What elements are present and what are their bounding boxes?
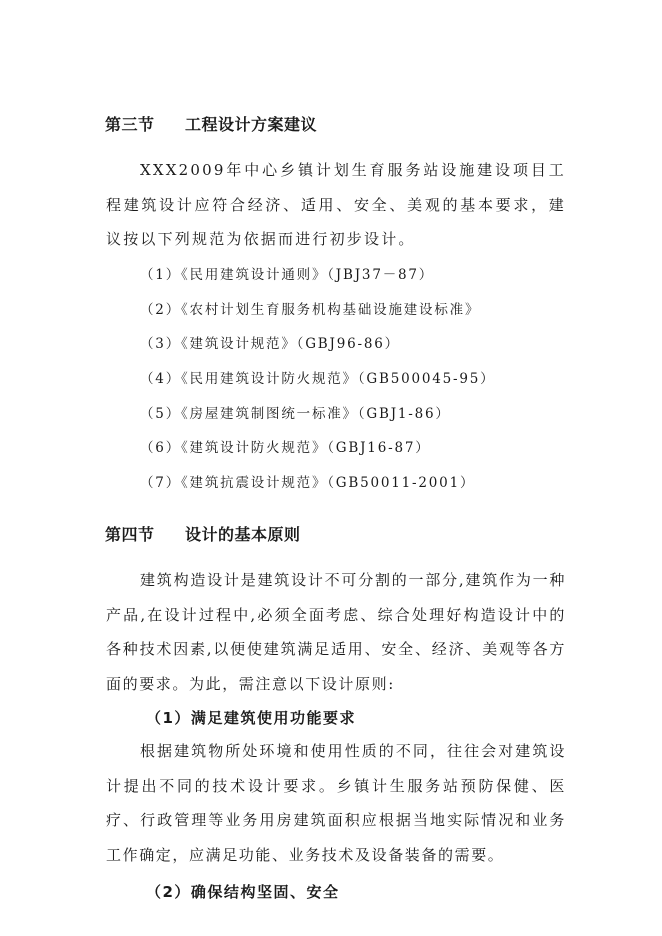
principle-1-title: （1）满足建筑使用功能要求 [146,709,356,727]
principle-1-body: 根据建筑物所处环境和使用性质的不同，往往会对建筑设计提出不同的技术设计要求。乡镇计生服务站预防保健、医疗、行政管理等业务用房建筑面积应根据当地实际情况和业务工作确定，应满足功能、业务技术及设备装备的需要。 [106,742,566,864]
standards-list [140,258,495,501]
section-3-number: 第三节 [105,115,155,134]
section-3-intro: XXX2009年中心乡镇计划生育服务站设施建设项目工程建筑设计应符合经济、适用、安全、美观的基本要求，建议按以下列规范为依据而进行初步设计。 [106,161,566,248]
section-4-number: 第四节 [105,525,155,544]
section-3-heading [105,112,317,135]
section-4-intro: 建筑构造设计是建筑设计不可分割的一部分,建筑作为一种产品,在设计过程中,必须全面考虑、综合处理好构造设计中的各种技术因素,以便使建筑满足适用、安全、经济、美观等各方面的要求。为此，需注意以下设计原则: [106,571,566,693]
standard-item: （6）《建筑设计防火规范》（GBJ16-87） [140,440,431,457]
standard-item: （2）《农村计划生育服务机构基础设施建设标准》 [140,301,481,318]
section-4-title: 设计的基本原则 [185,525,301,544]
section-3-title: 工程设计方案建议 [185,115,318,134]
principle-2-title: （2）确保结构坚固、安全 [146,883,340,901]
standard-item: （1）《民用建筑设计通则》（JBJ37－87） [140,267,435,283]
standard-item: （7）《建筑抗震设计规范》（GB50011-2001） [140,475,476,492]
standard-item: （5）《房屋建筑制图统一标准》（GBJ1-86） [140,405,451,422]
standard-item: （4）《民用建筑设计防火规范》（GB500045-95） [140,371,496,388]
section-4-heading [105,522,301,545]
standard-item: （3）《建筑设计规范》（GBJ96-86） [140,336,400,353]
